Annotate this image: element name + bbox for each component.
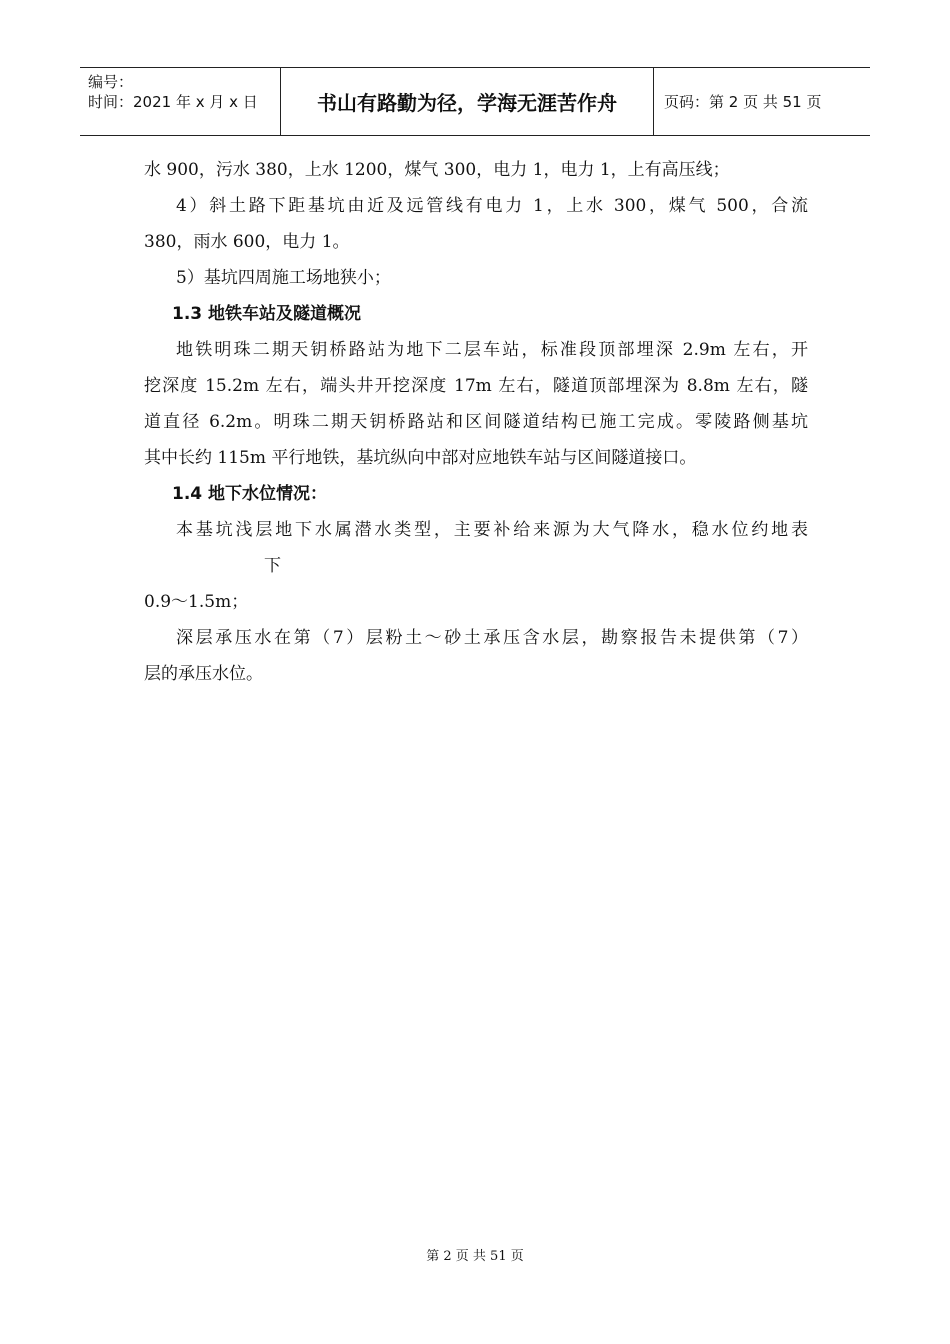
paragraph-line: 本基坑浅层地下水属潜水类型，主要补给来源为大气降水，稳水位约地表 (176, 520, 808, 540)
paragraph-line: 0.9～1.5m； (144, 592, 249, 612)
paragraph-line: 地铁明珠二期天钥桥路站为地下二层车站，标准段顶部埋深 2.9m 左右，开 (176, 340, 808, 360)
header-page-info: 页码：第 2 页 共 51 页 (664, 93, 822, 111)
paragraph-line: 水 900，污水 380，上水 1200，煤气 300，电力 1，电力 1，上有高压线； (144, 160, 730, 180)
page-footer: 第 2 页 共 51 页 (426, 1249, 524, 1264)
paragraph-line: 道直径 6.2m。明珠二期天钥桥路站和区间隧道结构已施工完成。零陵路侧基坑 (144, 412, 808, 432)
page-header (80, 67, 870, 136)
document-body (144, 152, 808, 692)
date-label: 时间：2021 年 x 月 x 日 (88, 93, 258, 111)
paragraph-line: 层的承压水位。 (144, 664, 263, 684)
paragraph-line: 挖深度 15.2m 左右，端头井开挖深度 17m 左右，隧道顶部埋深为 8.8m 左右，隧 (144, 376, 808, 396)
serial-number-label: 编号： (88, 73, 134, 91)
paragraph-line: 其中长约 115m 平行地铁，基坑纵向中部对应地铁车站与区间隧道接口。 (144, 448, 697, 468)
header-motto: 书山有路勤为径，学海无涯苦作舟 (281, 68, 654, 135)
paragraph-line: 下 (264, 556, 281, 576)
section-heading: 1.4 地下水位情况： (172, 484, 328, 504)
paragraph-line: 深层承压水在第（7）层粉土～砂土承压含水层，勘察报告未提供第（7） (176, 628, 808, 648)
paragraph-line: 380，雨水 600，电力 1。 (144, 232, 350, 252)
paragraph-line: 4）斜土路下距基坑由近及远管线有电力 1，上水 300，煤气 500，合流 (176, 196, 808, 216)
header-meta-cell (80, 68, 281, 135)
paragraph-line: 5）基坑四周施工场地狭小； (176, 268, 391, 288)
section-heading: 1.3 地铁车站及隧道概况 (172, 304, 362, 324)
